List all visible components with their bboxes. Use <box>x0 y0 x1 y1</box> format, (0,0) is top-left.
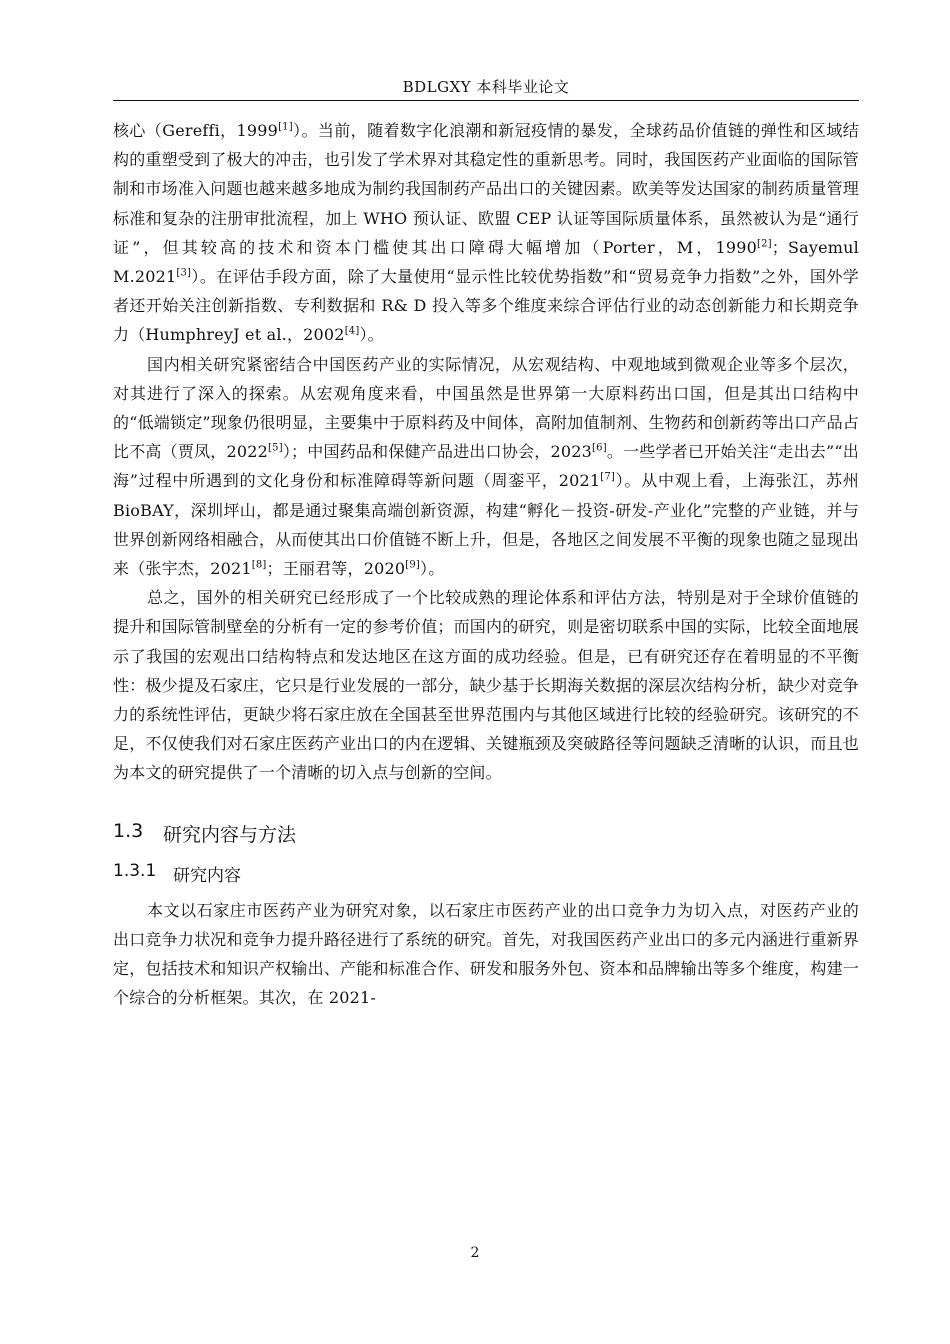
text-run: ）。 <box>359 325 384 345</box>
text-run: 。一些学者已开始关注“走出去”“出海”过程中所遇到的文化身份和标准障碍等新问题（周銮平，2021 <box>113 442 859 491</box>
citation-marker: [9] <box>405 559 420 571</box>
paragraph <box>113 116 859 350</box>
text-run: ）；中国药品和保健产品进出口协会，2023 <box>282 442 593 462</box>
page-number: 2 <box>470 1245 480 1261</box>
paragraph <box>113 350 859 584</box>
subsection-title: 研究内容 <box>173 865 241 886</box>
citation-marker: [7] <box>600 472 616 484</box>
citation-marker: [5] <box>268 442 283 454</box>
text-run: 核心（Gereffi，1999 <box>113 121 279 140</box>
text-run: ；王丽君等，2020 <box>266 559 406 579</box>
subsection-number: 1.3.1 <box>113 860 157 881</box>
literature-review-paragraphs <box>113 116 859 788</box>
citation-marker: [3] <box>176 267 192 279</box>
text-run: ）。在评估手段方面，除了大量使用“显示性比较优势指数”和“贸易竞争力指数”之外，国外学者还开始关注创新指数、专利数据和 R& D 投入等多个维度来综合评估行业的动态创新能力和长期竞争力（HumphreyJ et al.，2002 <box>113 267 859 345</box>
citation-marker: [4] <box>344 326 360 338</box>
section-number: 1.3 <box>113 819 144 842</box>
citation-marker: [2] <box>757 238 772 250</box>
page-body <box>113 116 859 1012</box>
citation-marker: [8] <box>251 559 267 571</box>
subsection-heading <box>113 861 859 886</box>
section-title: 研究内容与方法 <box>163 823 297 846</box>
text-run: ）。从中观上看，上海张江，苏州 BioBAY，深圳坪山，都是通过聚集高端创新资源，构建“孵化－投资-研发-产业化”完整的产业链，并与世界创新网络相融合，从而使其出口价值链不断上升，但是，各地区之间发展不平衡的现象也随之显现出来（张宇杰，2021 <box>113 471 859 579</box>
header-rule <box>113 100 859 101</box>
citation-marker: [6] <box>592 442 607 454</box>
research-content-paragraph: 本文以石家庄市医药产业为研究对象，以石家庄市医药产业的出口竞争力为切入点，对医药产业的出口竞争力状况和竞争力提升路径进行了系统的研究。首先，对我国医药产业出口的多元内涵进行重新界定，包括技术和知识产权输出、产能和标准合作、研发和服务外包、资本和品牌输出等多个维度，构建一个综合的分析框架。其次，在 2021- <box>113 900 859 1008</box>
section-heading <box>113 820 859 847</box>
text-run: 国内相关研究紧密结合中国医药产业的实际情况，从宏观结构、中观地域到微观企业等多个层次，对其进行了深入的探索。从宏观角度来看，中国虽然是世界第一大原料药出口国，但是其出口结构中的“低端锁定”现象仍很明显，主要集中于原料药及中间体，高附加值制剂、生物药和创新药等出口产品占比不高（贾凤，2022 <box>113 354 859 462</box>
running-header: BDLGXY 本科毕业论文 <box>402 78 570 96</box>
text-run: ）。 <box>420 559 445 579</box>
paragraph <box>113 583 859 787</box>
text-run: ）。当前，随着数字化浪潮和新冠疫情的暴发，全球药品价值链的弹性和区域结构的重塑受到了极大的冲击，也引发了学术界对其稳定性的重新思考。同时，我国医药产业面临的国际管制和市场准入问题也越来越多地成为制约我国制药产品出口的关键因素。欧美等发达国家的制药质量管理标准和复杂的注册审批流程，加上 WHO 预认证、欧盟 CEP 认证等国际质量体系，虽然被认为是“通行证”，但其较高的技术和资本门槛使其出口障碍大幅增加（Porter，M，1990 <box>113 121 859 257</box>
text-run: 总之，国外的相关研究已经形成了一个比较成熟的理论体系和评估方法，特别是对于全球价值链的提升和国际管制壁垒的分析有一定的参考价值；而国内的研究，则是密切联系中国的实际，比较全面地展示了我国的宏观出口结构特点和发达地区在这方面的成功经验。但是，已有研究还存在着明显的不平衡性：极少提及石家庄，它只是行业发展的一部分，缺少基于长期海关数据的深层次结构分析，缺少对竞争力的系统性评估，更缺少将石家庄放在全国甚至世界范围内与其他区域进行比较的经验研究。该研究的不足，不仅使我们对石家庄医药产业出口的内在逻辑、关键瓶颈及突破路径等问题缺乏清晰的认识，而且也为本文的研究提供了一个清晰的切入点与创新的空间。 <box>113 588 859 783</box>
text-run: ；Sayemul M.2021 <box>113 237 859 287</box>
citation-marker: [1] <box>278 121 293 133</box>
